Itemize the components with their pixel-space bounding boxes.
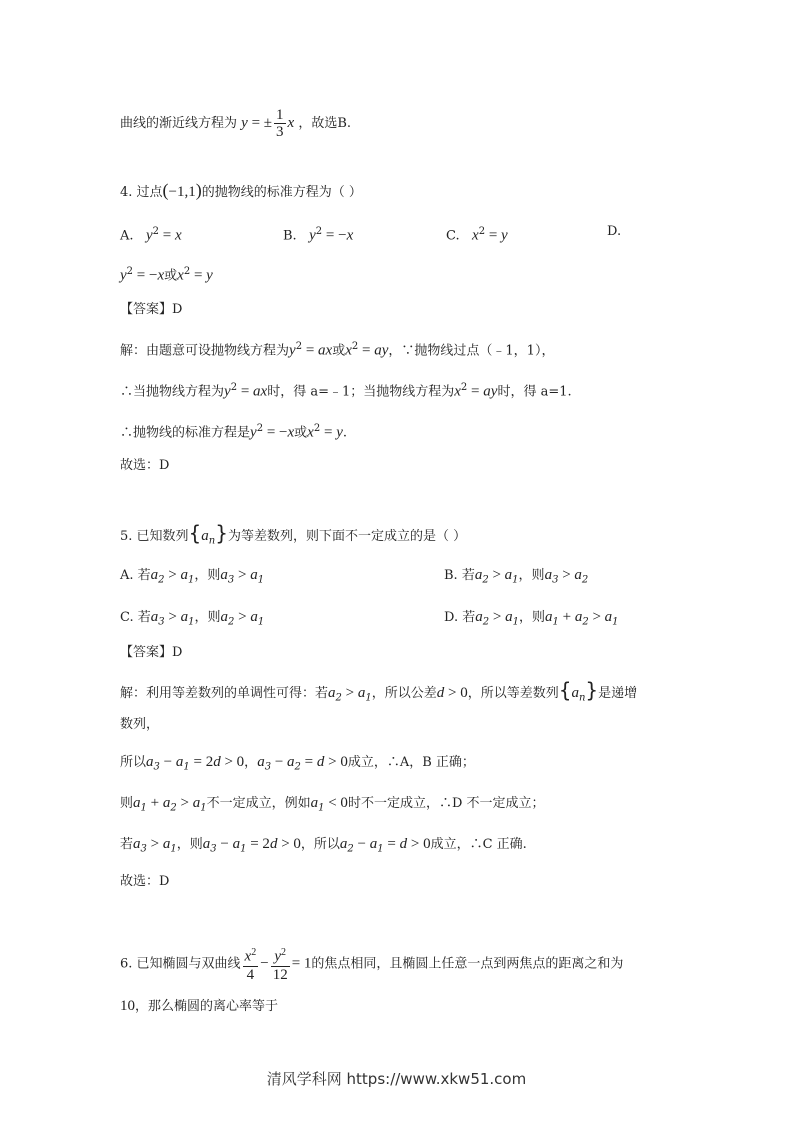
q4-pick: 故选：D bbox=[120, 458, 170, 473]
q5-solution-line-1b: 数列， bbox=[120, 717, 160, 732]
q5-solution-line-4: 若$a_3 > a_1$，则$a_3 - a_1 = 2d > 0$，所以$a_2 - a_1 = d > 0$成立，∴C 正确. bbox=[120, 836, 527, 855]
q6-stem-line-2 bbox=[120, 996, 278, 1017]
number: 10 bbox=[120, 998, 135, 1014]
q4-option-b: B. $y^2 = -x$ bbox=[283, 226, 354, 244]
text: 解：由题意可设抛物线方程为 bbox=[120, 343, 290, 359]
text: 成立，∴A，B 正确； bbox=[347, 755, 475, 770]
text: 是递增 bbox=[598, 686, 638, 701]
option-label: D. bbox=[607, 224, 622, 239]
text: 解：利用等差数列的单调性可得：若 bbox=[120, 686, 329, 701]
fraction-1-3: $\frac{1}{3}$ bbox=[276, 107, 284, 140]
text: ，所以公差 bbox=[371, 686, 437, 701]
q4-option-d bbox=[607, 222, 621, 242]
text: 所以 bbox=[120, 755, 147, 770]
option-label: C. bbox=[446, 228, 460, 244]
fraction-y2-12: $\frac{y^2}{12}$ bbox=[272, 947, 288, 983]
option-label: D. 若 bbox=[444, 610, 476, 625]
q5-solution-line-1: 解：利用等差数列的单调性可得：若$a_2 > a_1$，所以公差d > 0，所以等差数列$\{a_n\}$是递增 bbox=[120, 678, 638, 704]
q5-option-a: A. 若$a_2 > a_1$，则$a_3 > a_1$ bbox=[120, 567, 265, 586]
text: ，所以等差数列 bbox=[467, 686, 559, 701]
text: 6. 已知椭圆与双曲线 bbox=[120, 956, 241, 972]
text: 或 bbox=[332, 343, 346, 359]
text: ，则 bbox=[176, 837, 203, 852]
text: ，∵抛物线过点（﹣1，1）， bbox=[388, 343, 555, 359]
q5-option-c: C. 若$a_3 > a_1$，则$a_2 > a_1$ bbox=[120, 609, 265, 628]
fraction-x2-4: $\frac{x^2}{4}$ bbox=[244, 947, 257, 983]
text: 5. 已知数列 bbox=[120, 529, 189, 544]
option-label: A. 若 bbox=[120, 568, 151, 583]
text: ， bbox=[244, 755, 258, 770]
q5-stem: 5. 已知数列$\{a_n\}$为等差数列，则下面不一定成立的是（ ） bbox=[120, 521, 467, 547]
text: ，则 bbox=[518, 610, 545, 625]
option-label: C. 若 bbox=[120, 610, 151, 625]
q5-solution-line-2: 所以$a_3 - a_1 = 2d > 0$，$a_3 - a_2 = d > 0$成立，∴A，B 正确； bbox=[120, 754, 475, 773]
text: ，则 bbox=[518, 568, 545, 583]
footer-watermark: 清风学科网 https://www.xkw51.com bbox=[266, 1070, 527, 1088]
q4-answer: 【答案】D bbox=[120, 302, 183, 317]
q4-option-d-content: $y^2 = -x$或$x^2 = y$ bbox=[120, 266, 213, 284]
text: 若 bbox=[120, 837, 134, 852]
option-label: B. 若 bbox=[444, 568, 475, 583]
text: 时不一定成立，∴D 不一定成立； bbox=[347, 796, 545, 811]
text: ，则 bbox=[194, 610, 221, 625]
q6-stem-line-1: 6. 已知椭圆与双曲线 $\frac{x^2}{4}$ − $\frac{y^2}{12}$ = 1的焦点相同，且椭圆上任意一点到两焦点的距离之和为 bbox=[120, 947, 624, 983]
text: 或 bbox=[164, 268, 178, 284]
q4-solution-line-2: ∴当抛物线方程为$y^2$ = ax时，得 a=﹣1；当抛物线方程为$x^2$ = ay时，得 a=1. bbox=[120, 382, 572, 400]
text: 则 bbox=[120, 796, 134, 811]
text: 4. 过点 bbox=[120, 185, 163, 200]
text: 成立，∴C 正确. bbox=[430, 837, 527, 852]
q4-solution-line-3: ∴抛物线的标准方程是$y^2 = -x$或$x^2 = y$. bbox=[120, 423, 347, 441]
option-label: A. bbox=[120, 228, 134, 244]
text: 曲线的渐近线方程为 bbox=[120, 116, 238, 131]
q5-solution-line-3: 则$a_1 + a_2 > a_1$不一定成立，例如$a_1 < 0$时不一定成立，∴D 不一定成立； bbox=[120, 795, 545, 814]
text: ，则 bbox=[194, 568, 221, 583]
text: ∴当抛物线方程为 bbox=[120, 384, 225, 400]
option-label: B. bbox=[283, 228, 297, 244]
text: ，那么椭圆的离心率等于 bbox=[135, 999, 279, 1014]
q4-option-c: C. $x^2 = y$ bbox=[446, 226, 508, 244]
text: ∴抛物线的标准方程是 bbox=[120, 425, 251, 441]
text: 为等差数列，则下面不一定成立的是（ ） bbox=[227, 529, 467, 544]
text: ，所以 bbox=[300, 837, 340, 852]
q5-answer: 【答案】D bbox=[120, 645, 183, 660]
q5-option-b: B. 若$a_2 > a_1$，则$a_3 > a_2$ bbox=[444, 567, 589, 586]
text: 不一定成立，例如 bbox=[206, 796, 311, 811]
text: 时，得 a=﹣1；当抛物线方程为 bbox=[267, 384, 455, 400]
text: . bbox=[342, 425, 347, 441]
prev-solution-line: 曲线的渐近线方程为 y = ± $\frac{1}{3}$ x ，故选B. bbox=[120, 107, 352, 140]
q4-option-a: A. $y^2 = x$ bbox=[120, 226, 182, 244]
text: 的抛物线的标准方程为（ ） bbox=[201, 185, 362, 200]
q5-option-d: D. 若$a_2 > a_1$，则$a_1 + a_2 > a_1$ bbox=[444, 609, 619, 628]
text: ，故选B. bbox=[298, 116, 352, 131]
text: 时，得 a=1. bbox=[497, 384, 572, 400]
q4-stem: 4. 过点(−1,1)的抛物线的标准方程为（ ） bbox=[120, 180, 362, 200]
text: 或 bbox=[294, 425, 308, 441]
q4-solution-line-1: 解：由题意可设抛物线方程为$y^2$ = ax或$x^2$ = ay，∵抛物线过点（﹣1，1）， bbox=[120, 341, 555, 359]
text: 的焦点相同，且椭圆上任意一点到两焦点的距离之和为 bbox=[311, 956, 624, 972]
q5-pick: 故选：D bbox=[120, 874, 170, 889]
